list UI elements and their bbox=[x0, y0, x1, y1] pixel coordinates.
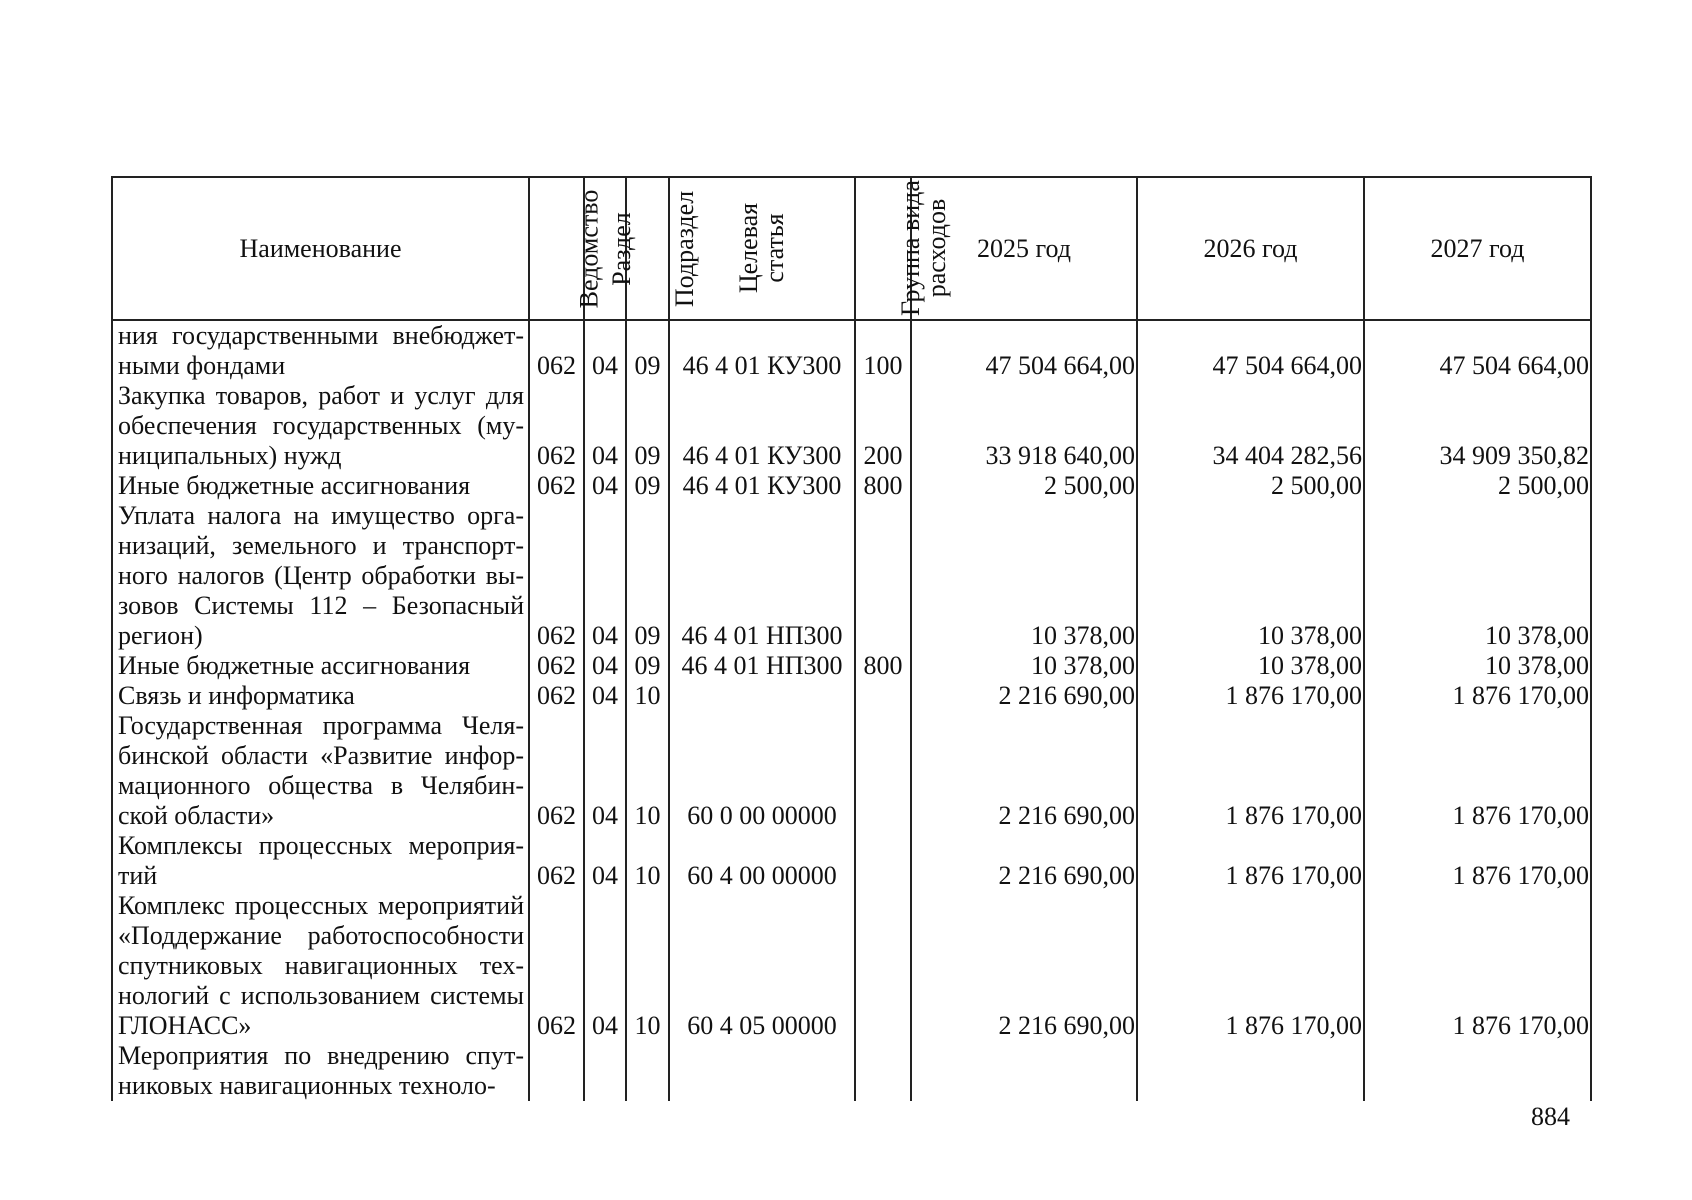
row-vedomstvo: 062 bbox=[529, 831, 584, 891]
row-vedomstvo: 062 bbox=[529, 681, 584, 711]
row-gruppa-vida: 200 bbox=[855, 381, 911, 471]
row-podrazdel: 10 bbox=[626, 681, 669, 711]
header-celevaya-statya: Целевая статья bbox=[669, 177, 855, 320]
row-amount-2027: 1 876 170,00 bbox=[1364, 711, 1591, 831]
row-celevaya-statya: 46 4 01 НП300 bbox=[669, 651, 855, 681]
row-amount-2027: 1 876 170,00 bbox=[1364, 831, 1591, 891]
row-celevaya-statya: 46 4 01 КУ300 bbox=[669, 320, 855, 381]
header-2025: 2025 год bbox=[911, 177, 1137, 320]
row-amount-2026: 1 876 170,00 bbox=[1137, 891, 1364, 1041]
row-vedomstvo: 062 bbox=[529, 471, 584, 501]
row-amount-2026: 10 378,00 bbox=[1137, 651, 1364, 681]
row-razdel: 04 bbox=[584, 501, 626, 651]
row-razdel bbox=[584, 1041, 626, 1101]
row-name: Государственная программа Челя-бинской области «Развитие инфор-мационного общества в Челябин-ской области» bbox=[112, 711, 529, 831]
header-gruppa-vida-rashodov: Группа вида расходов bbox=[855, 177, 911, 320]
table-row bbox=[112, 711, 1591, 831]
row-razdel: 04 bbox=[584, 471, 626, 501]
row-amount-2026 bbox=[1137, 1041, 1364, 1101]
table-row bbox=[112, 1041, 1591, 1101]
row-razdel: 04 bbox=[584, 891, 626, 1041]
row-celevaya-statya: 46 4 01 НП300 bbox=[669, 501, 855, 651]
row-amount-2026: 2 500,00 bbox=[1137, 471, 1364, 501]
row-name: Связь и информатика bbox=[112, 681, 529, 711]
row-amount-2026: 1 876 170,00 bbox=[1137, 711, 1364, 831]
table-row bbox=[112, 381, 1591, 471]
row-vedomstvo: 062 bbox=[529, 501, 584, 651]
row-amount-2026: 1 876 170,00 bbox=[1137, 831, 1364, 891]
row-celevaya-statya: 46 4 01 КУ300 bbox=[669, 471, 855, 501]
table-body bbox=[112, 320, 1591, 1101]
row-amount-2027: 1 876 170,00 bbox=[1364, 681, 1591, 711]
row-gruppa-vida bbox=[855, 891, 911, 1041]
row-amount-2026: 34 404 282,56 bbox=[1137, 381, 1364, 471]
row-celevaya-statya: 46 4 01 КУ300 bbox=[669, 381, 855, 471]
row-gruppa-vida bbox=[855, 711, 911, 831]
row-gruppa-vida: 800 bbox=[855, 651, 911, 681]
row-podrazdel: 09 bbox=[626, 471, 669, 501]
row-celevaya-statya: 60 4 05 00000 bbox=[669, 891, 855, 1041]
row-podrazdel: 09 bbox=[626, 320, 669, 381]
row-amount-2025 bbox=[911, 1041, 1137, 1101]
row-razdel: 04 bbox=[584, 320, 626, 381]
table-row bbox=[112, 471, 1591, 501]
row-amount-2027: 10 378,00 bbox=[1364, 501, 1591, 651]
row-vedomstvo: 062 bbox=[529, 651, 584, 681]
header-name: Наименование bbox=[112, 177, 529, 320]
table-row bbox=[112, 501, 1591, 651]
row-name: Закупка товаров, работ и услуг для обеспечения государственных (му-ниципальных) нужд bbox=[112, 381, 529, 471]
table-header bbox=[112, 177, 1591, 320]
row-razdel: 04 bbox=[584, 651, 626, 681]
row-amount-2025: 33 918 640,00 bbox=[911, 381, 1137, 471]
row-gruppa-vida: 100 bbox=[855, 320, 911, 381]
row-amount-2026: 1 876 170,00 bbox=[1137, 681, 1364, 711]
table-row bbox=[112, 891, 1591, 1041]
row-celevaya-statya: 60 0 00 00000 bbox=[669, 711, 855, 831]
row-razdel: 04 bbox=[584, 381, 626, 471]
table-row bbox=[112, 681, 1591, 711]
row-podrazdel: 10 bbox=[626, 711, 669, 831]
header-podrazdel: Подраздел bbox=[626, 177, 669, 320]
header-vedomstvo: Ведомство bbox=[529, 177, 584, 320]
row-razdel: 04 bbox=[584, 711, 626, 831]
row-podrazdel: 09 bbox=[626, 381, 669, 471]
row-amount-2026: 10 378,00 bbox=[1137, 501, 1364, 651]
row-name: Иные бюджетные ассигнования bbox=[112, 471, 529, 501]
row-amount-2027 bbox=[1364, 1041, 1591, 1101]
row-celevaya-statya bbox=[669, 1041, 855, 1101]
row-vedomstvo bbox=[529, 1041, 584, 1101]
header-2026: 2026 год bbox=[1137, 177, 1364, 320]
row-amount-2025: 2 216 690,00 bbox=[911, 711, 1137, 831]
row-podrazdel bbox=[626, 1041, 669, 1101]
row-amount-2025: 2 216 690,00 bbox=[911, 681, 1137, 711]
row-celevaya-statya bbox=[669, 681, 855, 711]
row-amount-2025: 2 500,00 bbox=[911, 471, 1137, 501]
row-vedomstvo: 062 bbox=[529, 891, 584, 1041]
row-razdel: 04 bbox=[584, 831, 626, 891]
table-row bbox=[112, 831, 1591, 891]
row-amount-2027: 1 876 170,00 bbox=[1364, 891, 1591, 1041]
row-razdel: 04 bbox=[584, 681, 626, 711]
header-razdel: Раздел bbox=[584, 177, 626, 320]
row-gruppa-vida: 800 bbox=[855, 471, 911, 501]
row-name: Комплексы процессных мероприя-тий bbox=[112, 831, 529, 891]
row-amount-2025: 2 216 690,00 bbox=[911, 891, 1137, 1041]
row-name: Мероприятия по внедрению спут-никовых навигационных техноло- bbox=[112, 1041, 529, 1101]
row-amount-2027: 10 378,00 bbox=[1364, 651, 1591, 681]
header-2027: 2027 год bbox=[1364, 177, 1591, 320]
row-vedomstvo: 062 bbox=[529, 320, 584, 381]
row-name: Комплекс процессных мероприятий «Поддержание работоспособности спутниковых навигационных тех-нологий с использованием системы ГЛОНАСС» bbox=[112, 891, 529, 1041]
row-amount-2027: 2 500,00 bbox=[1364, 471, 1591, 501]
budget-table bbox=[111, 176, 1592, 1101]
row-podrazdel: 10 bbox=[626, 831, 669, 891]
row-gruppa-vida bbox=[855, 1041, 911, 1101]
row-vedomstvo: 062 bbox=[529, 381, 584, 471]
row-amount-2027: 34 909 350,82 bbox=[1364, 381, 1591, 471]
row-amount-2027: 47 504 664,00 bbox=[1364, 320, 1591, 381]
page-number: 884 bbox=[1531, 1102, 1570, 1131]
row-gruppa-vida bbox=[855, 501, 911, 651]
row-gruppa-vida bbox=[855, 831, 911, 891]
row-celevaya-statya: 60 4 00 00000 bbox=[669, 831, 855, 891]
row-amount-2025: 10 378,00 bbox=[911, 501, 1137, 651]
row-vedomstvo: 062 bbox=[529, 711, 584, 831]
row-name: ния государственными внебюджет-ными фондами bbox=[112, 320, 529, 381]
row-name: Иные бюджетные ассигнования bbox=[112, 651, 529, 681]
row-podrazdel: 09 bbox=[626, 501, 669, 651]
table-row bbox=[112, 651, 1591, 681]
row-amount-2025: 10 378,00 bbox=[911, 651, 1137, 681]
row-podrazdel: 09 bbox=[626, 651, 669, 681]
row-amount-2026: 47 504 664,00 bbox=[1137, 320, 1364, 381]
row-gruppa-vida bbox=[855, 681, 911, 711]
table-row bbox=[112, 320, 1591, 381]
row-podrazdel: 10 bbox=[626, 891, 669, 1041]
row-name: Уплата налога на имущество орга-низаций, земельного и транспорт-ного налогов (Центр обработки вы-зовов Системы 112 – Безопасный регион) bbox=[112, 501, 529, 651]
row-amount-2025: 47 504 664,00 bbox=[911, 320, 1137, 381]
row-amount-2025: 2 216 690,00 bbox=[911, 831, 1137, 891]
